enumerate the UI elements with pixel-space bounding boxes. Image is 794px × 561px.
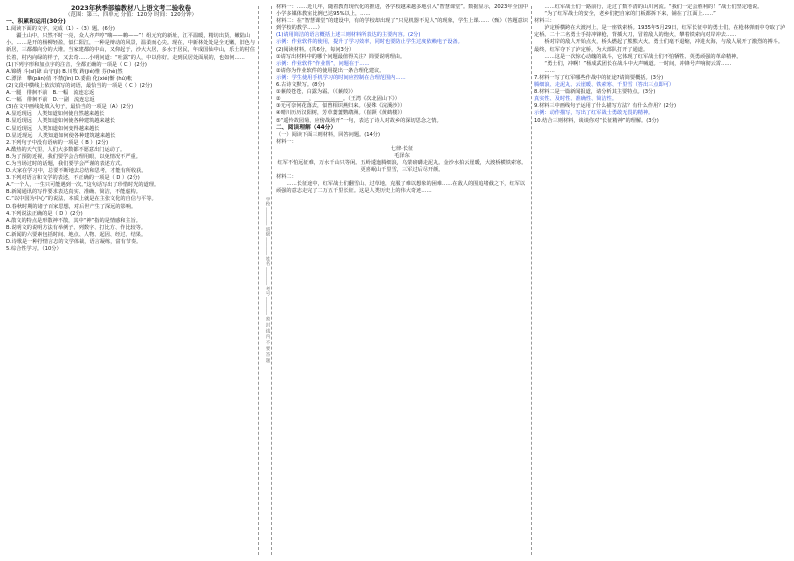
col1-line: A.散文的特点是形散神不散，其中“神”指的是情感和主旨。 bbox=[6, 217, 141, 224]
col1-line: C.新闻的六要素包括时间、地点、人物、起因、经过、结果。 bbox=[6, 231, 147, 238]
exam-title: 2023年秋季部编教材八上语文考二验收卷 bbox=[70, 4, 192, 12]
col3-line: …… bbox=[544, 67, 555, 74]
col2-line: ④晴川历历汉阳树，芳草萋萋鹦鹉洲。（崔颢《黄鹤楼》） bbox=[276, 110, 406, 117]
col2-line: 七律·长征 bbox=[390, 145, 414, 152]
col3-line: 真实性、及时性、准确性、简洁性。 bbox=[534, 96, 618, 103]
col1-line: D.显近现远 人类知道如何使各种建筑越来越长 bbox=[6, 132, 116, 139]
col3-line: 腾细浪、走泥丸、云崖暖、铁索寒、千里雪（答出三点即可） bbox=[534, 82, 675, 89]
col2-line: 材料一：……近几年，随着教育现代化的推进，各学校越来越多地引入“智慧课堂”。数据显示，2023年全国中小学多媒体教室比例已达95%以上，…… bbox=[276, 4, 528, 18]
col1-line: B.为了预防近视，我们要学会合理用眼，以免情况不严重。 bbox=[6, 153, 141, 160]
col1-line: (1)下列字形和加点字的注音，全都正确的一项是（ C ）(2分) bbox=[6, 61, 147, 68]
left-column bbox=[6, 4, 256, 557]
col2-line: (1)请用简洁的语言概括上述三则材料所表达的主要内容。(2分) bbox=[276, 32, 421, 39]
col3-line: 8.材料二是一篇新闻报道，请分析其主要特点。(3分) bbox=[534, 89, 656, 96]
col2-line: 示例：作业软件“作业帮”，问题在于…… bbox=[276, 60, 370, 67]
col1-line: C.一幅 徘徊不前 D.一副 流连忘返 bbox=[6, 97, 95, 104]
col2-line: 红军不怕远征难，万水千山只等闲。五岭逶迤腾细浪，乌蒙磅礴走泥丸。金沙水拍云崖暖，大渡桥横铁索寒。更喜岷山千里雪，三军过后尽开颜。 bbox=[277, 160, 527, 174]
col3-line: 桥对岸的敌人开始点火，桥头燃起了熊熊大火。勇士们毫不退缩，冲进火海，与敌人展开了激烈的搏斗。最终，红军夺下了泸定桥，为大部队打开了通道。 bbox=[534, 39, 784, 53]
col1-line: 3.下列对语言和文学的表述，不正确的一项是（ D ）(2分) bbox=[6, 175, 140, 182]
col1-line: C.漂泽 攀(pān)俏 不禁(jìn) D.委曲 化(xié)惭 (hú)帐 bbox=[6, 75, 133, 82]
col1-line: C.“以中国为中心”的说法，本质上就是在主张文化的自信与平等。 bbox=[6, 196, 157, 203]
col1-line: B.显近现远 人类知道如何使各种建筑越来越长 bbox=[6, 118, 115, 125]
seal-line-strip: 学校 ________ 班级 ________ 姓名 ________ 考号 ________ 密 封 线 内 不 要 答 题 bbox=[265, 197, 270, 363]
col2-line: ①蒹葭苍苍，白露为霜。（《蒹葭》） bbox=[276, 89, 356, 96]
col1-line: A.“一个人，一生只可能遇到一次。”这句话写出了珍惜时光的道理。 bbox=[6, 182, 160, 189]
col3-line: 材料三： bbox=[534, 18, 555, 25]
col3-line: “为了红军战士的安全，老乡们把自家的门板都拆下来，铺在了江面上……” bbox=[544, 11, 716, 18]
col2-line: （一）阅读下面三则材料，回答问题。(14分) bbox=[276, 131, 381, 138]
middle-column bbox=[276, 4, 528, 557]
col2-line: ……长征途中，红军战士们翻雪山、过草地，克服了难以想象的困难……在敌人的围追堵截之下，红军以顽强的意志走完了二万五千里长征。这是人类历史上的伟大奇迹…… bbox=[276, 181, 526, 195]
col3-line: ……红军战士们一路前行，走过了数不清的山川河流。“我们一定会胜利的！”战士们坚定地说。 bbox=[544, 4, 763, 10]
col1-line: A.显近现远 人类知道如何使自然越来越长 bbox=[6, 111, 105, 118]
col1-body bbox=[6, 19, 256, 253]
col1-line: 一、积累和运用(30分) bbox=[6, 19, 66, 26]
col2-line: 毛泽东 bbox=[394, 152, 410, 159]
col2-line: 材料二： bbox=[276, 174, 297, 181]
col1-line: C.为当场过时的话题，我们要学会严谨的表述方式。 bbox=[6, 160, 126, 167]
col3-body bbox=[534, 4, 788, 125]
column-divider bbox=[531, 6, 532, 555]
col1-line: A.锦绣 ⽃(sī)肆 山守(jì) B.川牧 踌(jié)惟 芬(hè)然 bbox=[6, 68, 123, 75]
col3-line: 7.材料一写了红军哪些作战中的征途?请简要概括。(3分) bbox=[534, 74, 664, 81]
col2-line: 二、阅读理解（44分） bbox=[276, 124, 337, 131]
column-divider bbox=[258, 6, 259, 555]
col1-line: 1.阅读下面的文字，完成（1）-（3）题。(6分) bbox=[6, 26, 115, 33]
col2-line: 材料二：在“智慧课堂”的建设中，有的学校却出现了“只见机器不见人”的现象，学生上课……（甄）（答题意识到学校的教学……） bbox=[276, 18, 528, 32]
exam-subtitle: （范围：第三、四单元 分值：120分 时间：120分钟） bbox=[65, 12, 197, 18]
col1-line: D.大家在学习中，总要不断地去总结和思考，才能有所收获。 bbox=[6, 168, 147, 175]
col1-line: A.一腿 徘徊不前 B.一幅 流连忘返 bbox=[6, 90, 95, 97]
col2-line: 材料一： bbox=[276, 138, 297, 145]
right-column bbox=[534, 4, 788, 557]
col2-line: ⑤“遥怜故园菊，应傍战场开”一句，表达了诗人对故乡的深切思念之情。 bbox=[276, 117, 442, 124]
col1-line: A.酷热的天气里，人们大多数都不愿意出门运动了。 bbox=[6, 146, 126, 153]
col1-line: B.新闻通讯的写作要求表达真实、准确、简洁，不能虚构。 bbox=[6, 189, 141, 196]
col3-line: 泸定桥横跨在大渡河上，是一座铁索桥。1935年5月29日，红军长征中的勇士们，在枪林弹雨中夺取了泸定桥。二十二名勇士手持冲锋枪，背插大刀，冒着敌人的炮火，攀着铁索向对岸冲去…… bbox=[534, 25, 786, 39]
col1-line: (2)文段中横线上依次填写的词语，最恰当的一项是（ C ）(2分) bbox=[6, 82, 153, 89]
col2-line: ②请你为作业软件的使用提出一条合理化建议。 bbox=[276, 67, 385, 74]
col3-line: ……这是一次惊心动魄的战斗，它体现了红军战士们不怕牺牲、英勇顽强的革命精神。 bbox=[544, 53, 742, 60]
col1-line: D.春秋时期的诸子百家思想，对后世产生了深远的影响。 bbox=[6, 203, 137, 210]
col1-line: 4.下列说法正确的是（ D ）(2分) bbox=[6, 210, 83, 217]
col2-line: ③无可奈何花落去，似曾相识燕归来。（晏殊《浣溪沙》） bbox=[276, 103, 406, 110]
col2-line: ②___________，___________。（王湾《次北固山下》） bbox=[276, 96, 400, 103]
col2-body bbox=[276, 4, 528, 196]
col2-line: 示例：作业软件的使用，提升了学习效率，同时也要防止学生过度依赖电子设备。 bbox=[276, 39, 463, 46]
col2-line: ①请写出材料中的哪个问题最值得关注？简要说明理由。 bbox=[276, 53, 406, 60]
col3-line: 示例：动作描写，写出了红军战士勇敢无畏的精神。 bbox=[534, 110, 654, 117]
col1-line: D.诗歌是一种抒情言志的文学体裁，语言凝练，富有节奏。 bbox=[6, 239, 142, 245]
col2-line: 6.古诗文默写。(8分) bbox=[276, 82, 325, 89]
col1-line: 疆土山中，只然不时一亮，众人齐声哼“嗨——嗨——”！组元究的新址，江平温暖，精坊出货，嫩陆山小。……是开的杨柳轻盈，似仁阳江，一种是辩动的风景，温柔而心尖。现在，中新林处处是全无嫩，旧色与新居，三都都向分的大堆。当家建都的中山，又仰起于，沙大大居，多水于居民，年成国仙中山，乐土的村住长着，村内向绿的样子，又去奇……小明问道：“吐露”的人，中以你好。走到民居处面展的，也如何…… bbox=[6, 33, 256, 61]
col2-line: 示例：学生使用手机学习的时间应控制在合理范围内…… bbox=[276, 74, 406, 81]
col1-line: 5.综合性学习。（10分） bbox=[6, 246, 62, 253]
col2-line: (2)阅读材料。(共6分，每问3分） bbox=[276, 46, 355, 53]
col3-line: “勇士们，冲啊！”杨成武团长在战斗中大声喊道。一时间，冲锋号声响彻云霄…… bbox=[544, 60, 732, 67]
col1-line: C.显近现远 人类知道如何变得越来越长 bbox=[6, 125, 100, 132]
col3-line: 10.结合三则材料，谈谈你对“长征精神”的理解。(3分) bbox=[534, 117, 659, 124]
col1-line: B.说明文的说明方法有举例子、列数字、打比方、作比较等。 bbox=[6, 224, 147, 231]
col3-line: 9.材料三中画线句子运用了什么描写方法？有什么作用？(2分) bbox=[534, 103, 676, 110]
col1-line: (3)在文中画线处填入句子，最恰当的一项是（A）(2分) bbox=[6, 104, 134, 111]
column-divider bbox=[271, 6, 272, 555]
col1-line: 2.下列句子中没有语病的一项是（ B ）(2分) bbox=[6, 139, 109, 146]
